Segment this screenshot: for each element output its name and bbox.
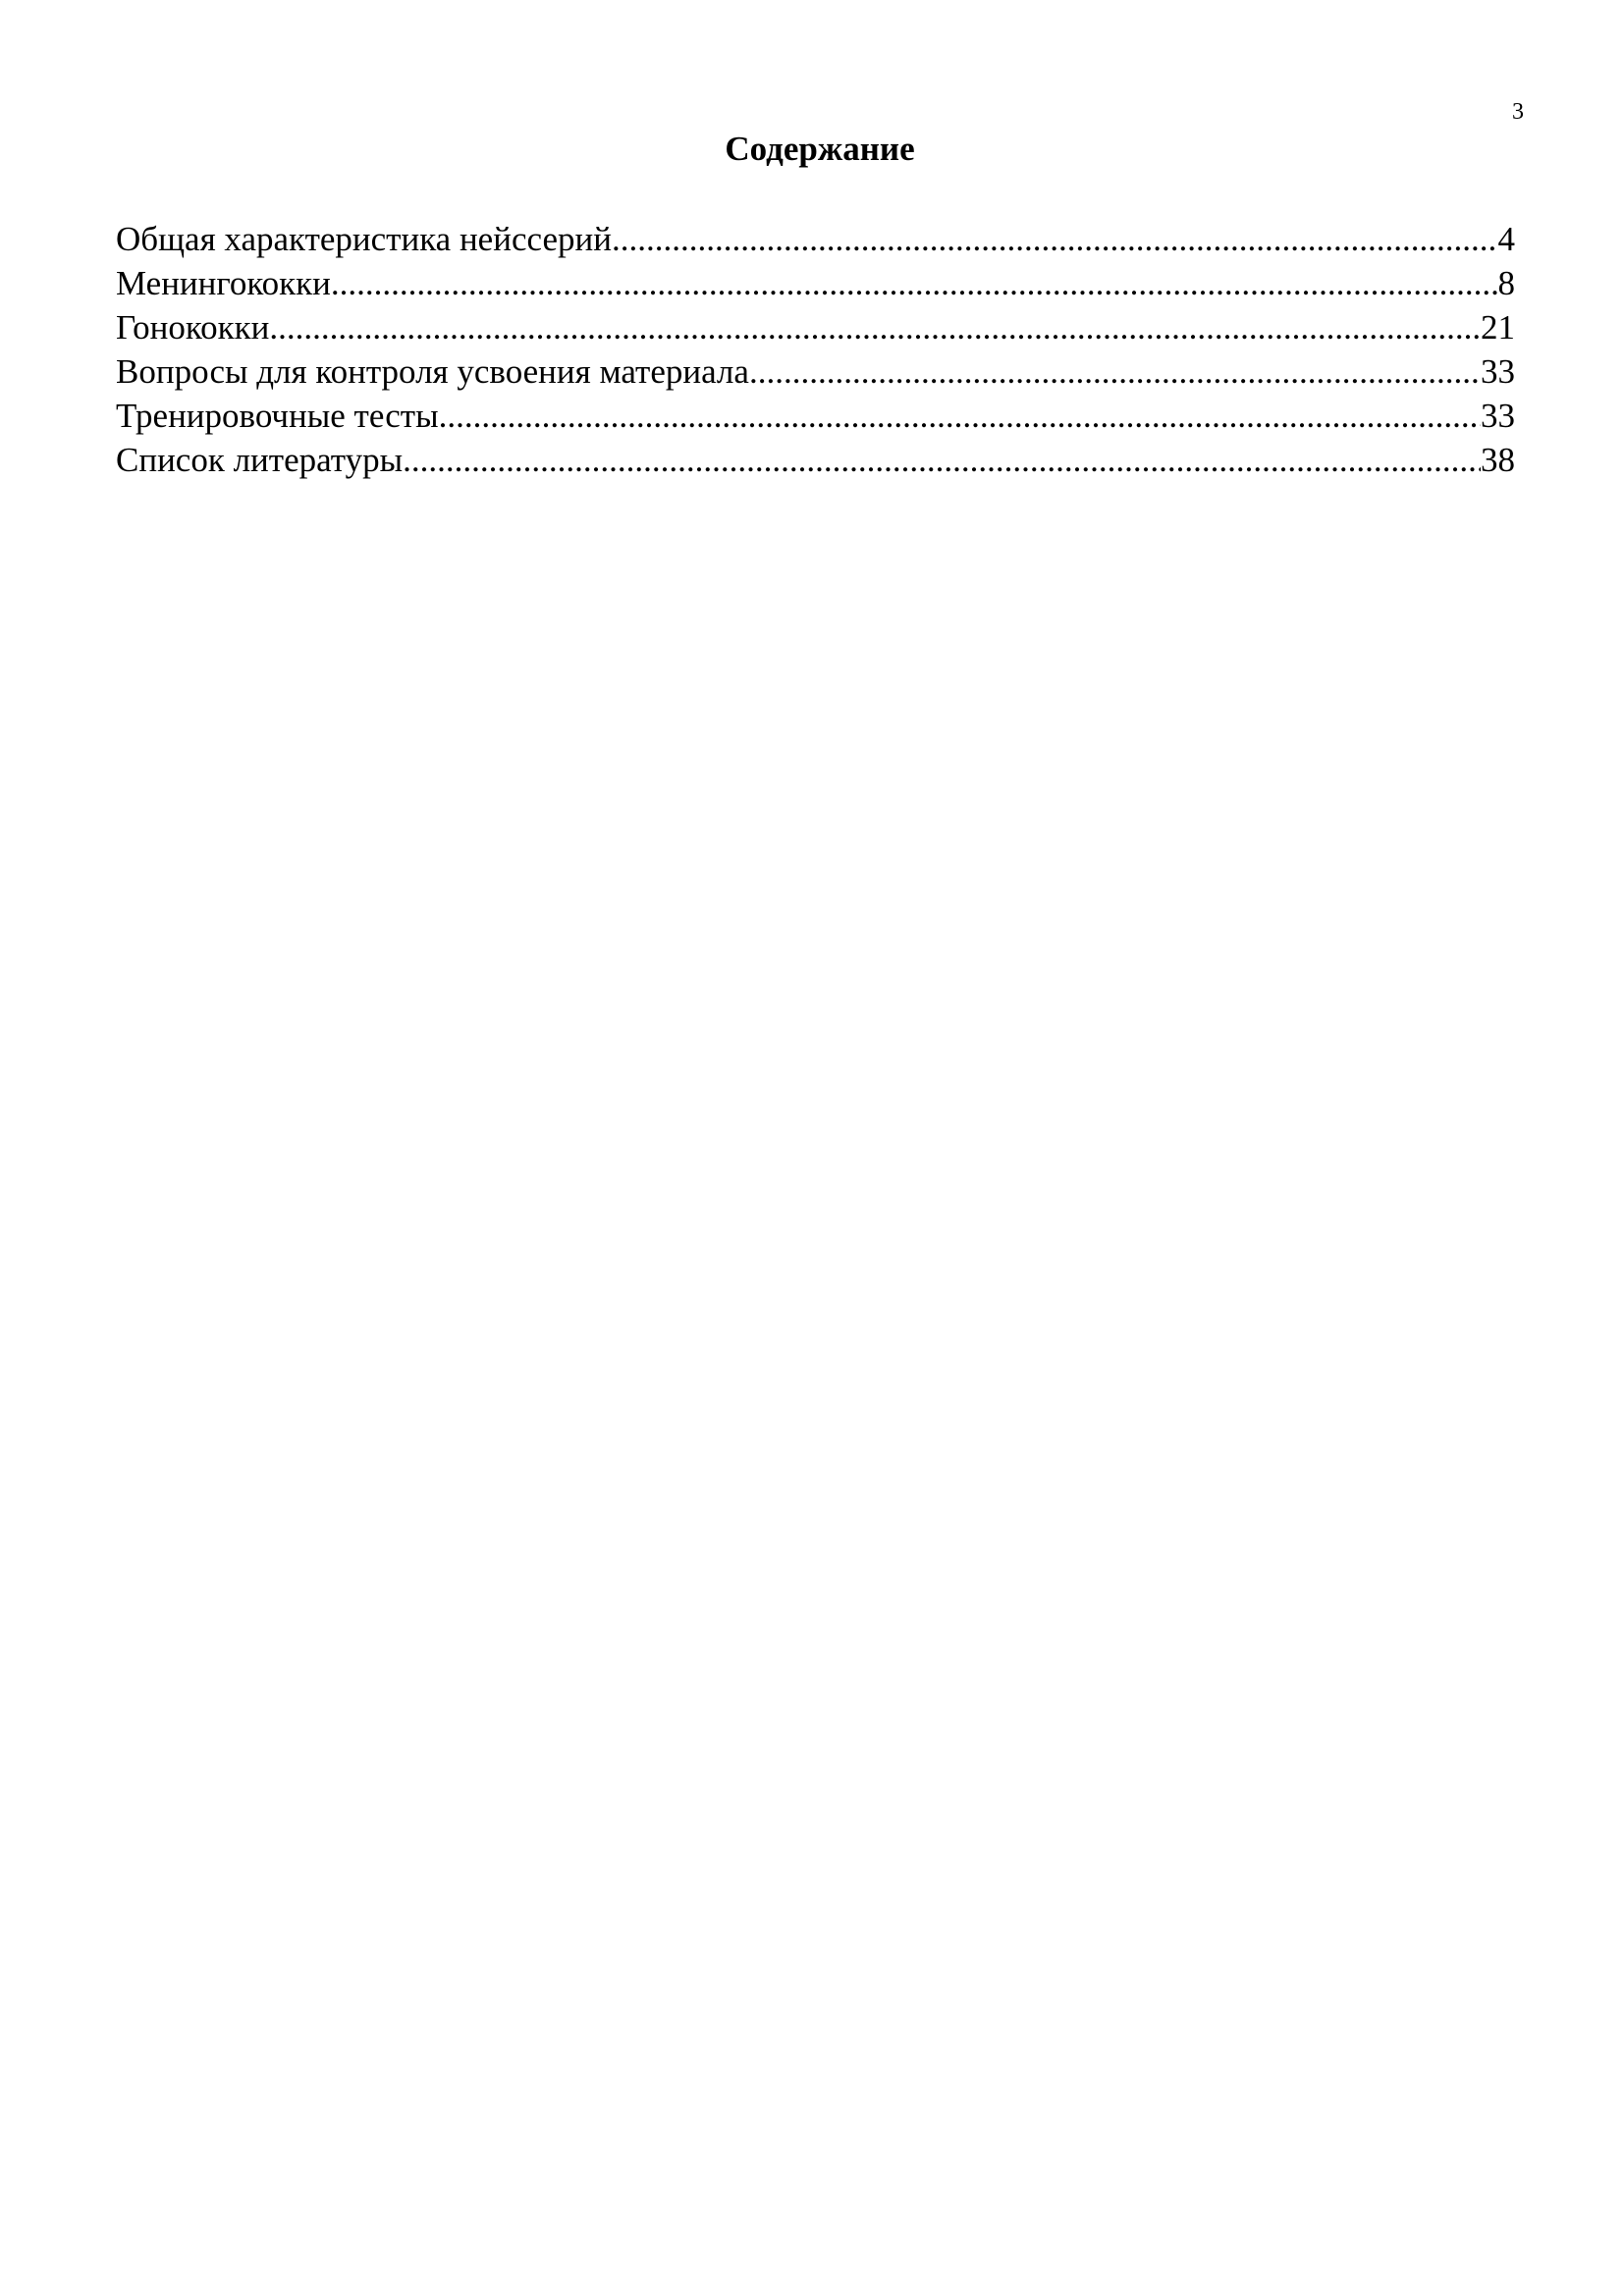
- toc-entry-page-number: 8: [1497, 264, 1515, 302]
- page-number: 3: [1512, 99, 1524, 125]
- toc-entry-title: Общая характеристика нейссерий: [116, 220, 612, 258]
- toc-entry-training-tests[interactable]: [116, 394, 1515, 438]
- toc-entry-title: Гонококки: [116, 308, 270, 347]
- toc-entry-dot-leader: [403, 438, 1481, 482]
- toc-entry-title: Вопросы для контроля усвоения материала: [116, 352, 749, 391]
- toc-entry-general-characteristics[interactable]: [116, 217, 1515, 261]
- toc-entry-title: Тренировочные тесты: [116, 397, 439, 435]
- toc-entry-page-number: 33: [1481, 397, 1515, 435]
- toc-entry-dot-leader: [749, 349, 1481, 394]
- toc-entry-dot-leader: [439, 394, 1481, 438]
- toc-entry-dot-leader: [331, 261, 1498, 305]
- toc-entry-references[interactable]: [116, 438, 1515, 482]
- toc-entry-control-questions[interactable]: [116, 349, 1515, 394]
- toc-entry-meningococci[interactable]: [116, 261, 1515, 305]
- toc-entry-title: Менингококки: [116, 264, 331, 302]
- toc-entry-page-number: 4: [1497, 220, 1515, 258]
- toc-entry-dot-leader: [269, 305, 1481, 349]
- table-of-contents: [116, 217, 1515, 482]
- toc-title: Содержание: [725, 130, 915, 168]
- toc-entry-page-number: 33: [1481, 352, 1515, 391]
- toc-entry-page-number: 38: [1481, 441, 1515, 479]
- toc-entry-gonococci[interactable]: [116, 305, 1515, 349]
- toc-entry-dot-leader: [612, 217, 1498, 261]
- toc-entry-page-number: 21: [1481, 308, 1515, 347]
- toc-entry-title: Список литературы: [116, 441, 404, 479]
